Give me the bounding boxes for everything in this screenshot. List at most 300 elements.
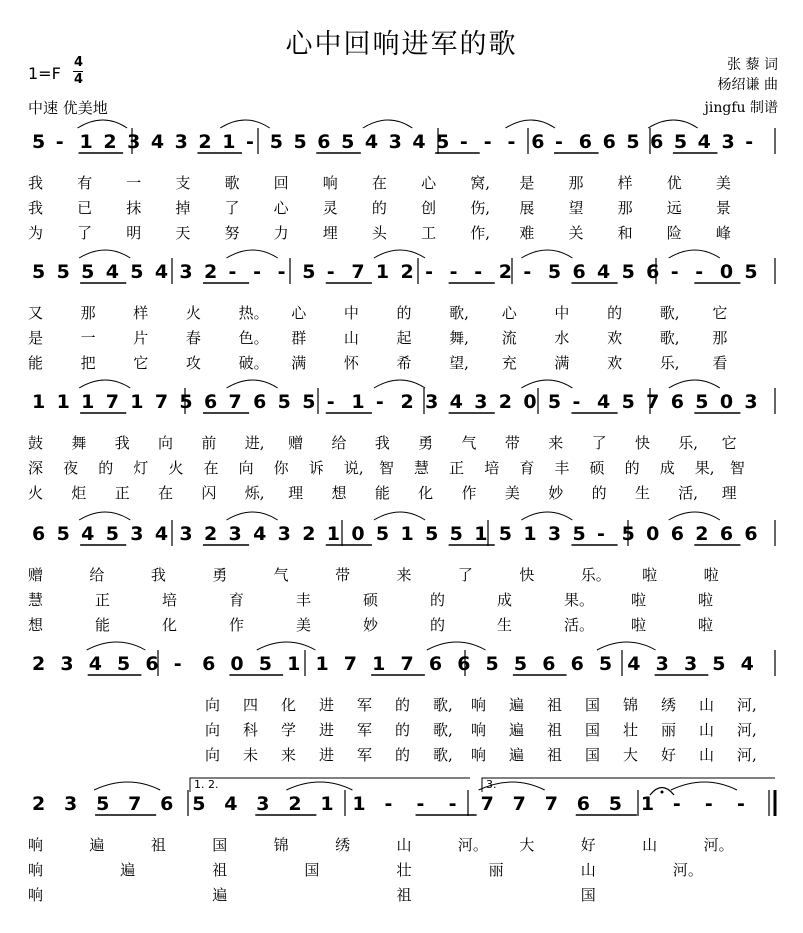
note-3-24: 5 (621, 523, 635, 545)
note-2-20: 0 (523, 391, 537, 413)
lyric-4-1-3: 进 (319, 721, 335, 739)
note-4-16: 5 (485, 653, 499, 675)
note-4-9: 1 (287, 653, 301, 675)
lyric-3-2-6: 的 (430, 616, 446, 634)
note-0-30: - (745, 131, 754, 153)
lyric-5-0-3: 国 (212, 836, 228, 854)
note-1-23: 4 (597, 261, 611, 283)
lyric-2-2-4: 闪 (201, 484, 217, 502)
slur-2-14 (374, 380, 425, 388)
note-3-6: 3 (179, 523, 193, 545)
note-4-14: 6 (428, 653, 443, 675)
note-5-7: 3 (256, 793, 270, 815)
lyric-4-1-9: 祖 (547, 721, 563, 739)
note-3-4: 3 (130, 523, 144, 545)
note-3-9: 4 (253, 523, 267, 545)
note-4-11: 7 (343, 653, 358, 675)
note-4-8: 5 (258, 653, 273, 675)
note-1-28: 0 (719, 261, 734, 283)
lyric-3-2-5: 妙 (363, 616, 379, 634)
note-5-21: - (704, 793, 713, 815)
note-2-28: 0 (719, 391, 734, 413)
lyric-2-1-4: 火 (168, 459, 184, 477)
note-4-10: 1 (315, 653, 329, 675)
lyric-1-2-10: 满 (554, 354, 570, 372)
note-4-21: 4 (627, 653, 641, 675)
lyric-0-2-7: 头 (371, 224, 387, 242)
note-2-25: 7 (646, 391, 660, 413)
lyric-4-1-8: 遍 (509, 721, 525, 739)
lyric-2-0-3: 向 (158, 434, 174, 452)
note-0-20: - (507, 131, 516, 153)
lyric-1-0-3: 火 (185, 304, 201, 322)
slur-3-14 (374, 512, 425, 520)
lyric-5-1-0: 响 (28, 861, 44, 879)
lyric-2-0-10: 气 (461, 434, 477, 452)
lyricist-credit: 张 藜 词 (727, 57, 778, 73)
slur-3-8 (227, 512, 278, 520)
note-1-26: - (670, 261, 679, 283)
lyric-4-0-1: 四 (243, 696, 259, 714)
lyric-0-0-2: 一 (126, 174, 142, 192)
lyric-4-1-0: 向 (205, 721, 221, 739)
key-signature: 1=F (28, 64, 61, 83)
note-3-8: 3 (228, 523, 242, 545)
lyric-1-2-9: 充 (501, 354, 517, 372)
lyric-3-0-2: 我 (150, 566, 166, 584)
slur-4-14 (427, 642, 486, 650)
lyric-1-2-5: 满 (291, 354, 307, 372)
lyric-4-2-2: 来 (281, 746, 297, 764)
lyric-0-2-10: 难 (519, 224, 535, 242)
lyric-4-1-7: 响 (471, 721, 487, 739)
time-bottom: 4 (74, 72, 84, 87)
lyric-2-1-10: 智 (378, 459, 394, 477)
lyric-2-1-5: 在 (203, 459, 219, 477)
note-1-13: 7 (351, 261, 365, 283)
lyric-4-1-12: 丽 (661, 721, 677, 739)
lyric-5-1-1: 遍 (120, 861, 136, 879)
note-4-5: - (173, 653, 182, 675)
note-4-17: 5 (513, 653, 528, 675)
note-0-24: 6 (602, 131, 616, 153)
note-4-2: 4 (88, 653, 102, 675)
lyric-3-1-6: 的 (430, 591, 446, 609)
note-1-14: 1 (375, 261, 390, 283)
lyric-5-1-5: 丽 (488, 861, 504, 879)
note-5-4: 6 (160, 793, 174, 815)
slur-4-2 (87, 642, 146, 650)
note-1-15: 2 (400, 261, 414, 283)
note-2-1: 1 (56, 391, 70, 413)
lyric-2-2-11: 美 (504, 484, 520, 502)
lyric-5-2-1: 遍 (212, 886, 228, 904)
note-5-13: - (448, 793, 457, 815)
lyric-0-0-0: 我 (28, 174, 44, 192)
lyric-3-2-8: 活。 (564, 616, 595, 634)
note-3-5: 4 (154, 523, 169, 545)
note-3-10: 3 (277, 523, 291, 545)
note-5-9: 1 (320, 793, 334, 815)
note-2-4: 1 (130, 391, 144, 413)
note-4-23: 3 (683, 653, 698, 675)
slur-1-8 (227, 250, 278, 258)
time-top: 4 (74, 55, 84, 70)
lyric-4-1-4: 军 (357, 721, 373, 739)
note-1-12: - (326, 261, 335, 283)
note-2-11: 5 (302, 391, 316, 413)
note-3-2: 4 (81, 523, 95, 545)
note-1-4: 5 (130, 261, 144, 283)
lyric-1-0-10: 中 (554, 304, 570, 322)
lyric-2-2-2: 正 (114, 484, 130, 502)
lyric-5-0-0: 响 (28, 836, 44, 854)
note-3-17: 5 (449, 523, 463, 545)
lyric-1-1-4: 色。 (238, 329, 269, 347)
note-3-20: 1 (523, 523, 537, 545)
lyric-1-1-6: 山 (343, 329, 359, 347)
lyric-1-0-9: 心 (501, 304, 517, 322)
note-0-26: 6 (650, 131, 664, 153)
note-1-19: 2 (498, 261, 513, 283)
lyric-2-2-5: 烁, (244, 484, 265, 502)
lyric-1-0-1: 那 (80, 304, 96, 322)
page-title: 心中回响进军的歌 (285, 29, 518, 60)
note-2-27: 5 (695, 391, 709, 413)
slur-2-8 (227, 380, 278, 388)
note-5-1: 3 (64, 793, 78, 815)
lyric-1-0-0: 又 (28, 304, 44, 322)
lyric-0-2-3: 天 (175, 224, 191, 242)
lyric-4-0-7: 响 (471, 696, 487, 714)
lyric-4-2-0: 向 (205, 746, 221, 764)
note-0-28: 4 (697, 131, 711, 153)
lyric-2-1-14: 育 (519, 459, 535, 477)
note-2-6: 5 (179, 391, 193, 413)
note-4-4: 6 (145, 653, 159, 675)
lyric-4-0-12: 绣 (661, 696, 677, 714)
note-5-10: 1 (352, 793, 366, 815)
lyric-0-1-9: 伤, (470, 199, 490, 217)
lyric-3-1-9: 啦 (631, 591, 647, 609)
lyric-1-0-5: 心 (291, 304, 307, 322)
volta-bracket-2 (482, 778, 775, 792)
lyric-0-1-13: 远 (666, 199, 682, 217)
note-5-12: - (416, 793, 425, 815)
note-3-21: 3 (547, 523, 562, 545)
lyric-2-2-15: 活, (678, 484, 699, 502)
lyric-2-2-0: 火 (28, 484, 44, 502)
lyric-2-1-17: 的 (624, 459, 640, 477)
lyric-1-1-10: 水 (554, 329, 570, 347)
lyric-4-0-11: 锦 (623, 696, 639, 714)
lyric-5-2-2: 祖 (396, 886, 412, 904)
lyric-3-1-5: 硕 (363, 591, 379, 609)
note-3-1: 5 (56, 523, 70, 545)
note-2-22: - (572, 391, 581, 413)
lyric-0-1-5: 心 (273, 199, 289, 217)
lyric-1-1-1: 一 (80, 329, 96, 347)
lyric-5-2-3: 国 (580, 886, 596, 904)
note-2-16: 3 (425, 391, 439, 413)
lyric-3-1-4: 丰 (296, 591, 312, 609)
lyric-0-2-14: 峰 (715, 224, 731, 242)
lyric-4-2-7: 响 (471, 746, 487, 764)
note-5-11: - (384, 793, 393, 815)
note-0-21: 6 (531, 131, 545, 153)
note-0-5: 4 (150, 131, 165, 153)
note-0-3: 2 (103, 131, 117, 153)
lyric-1-1-13: 那 (712, 329, 728, 347)
lyric-0-1-14: 景 (715, 199, 731, 217)
lyric-0-0-3: 支 (175, 174, 191, 192)
lyric-3-1-10: 啦 (698, 591, 714, 609)
lyric-3-2-3: 作 (229, 616, 245, 634)
lyric-3-0-6: 来 (396, 566, 412, 584)
note-1-27: - (695, 261, 704, 283)
lyric-4-2-1: 未 (243, 746, 259, 764)
note-0-27: 5 (673, 131, 688, 153)
note-3-26: 6 (670, 523, 684, 545)
lyric-1-2-4: 破。 (238, 354, 269, 372)
lyric-1-0-13: 它 (712, 304, 728, 322)
slur-0-20 (505, 120, 555, 128)
lyric-2-0-13: 了 (591, 434, 607, 452)
note-5-17: 6 (576, 793, 590, 815)
lyric-3-2-7: 生 (497, 616, 513, 634)
lyric-2-0-14: 快 (634, 434, 650, 452)
lyric-1-0-7: 的 (396, 304, 412, 322)
slur-2-26 (669, 380, 720, 388)
lyric-1-1-9: 流 (501, 329, 517, 347)
note-5-16: 7 (544, 793, 558, 815)
lyric-0-1-11: 望 (568, 199, 584, 217)
slur-4-20 (597, 642, 656, 650)
lyric-4-0-14: 河, (737, 696, 757, 714)
note-3-13: 0 (351, 523, 365, 545)
lyric-0-1-8: 创 (421, 199, 437, 217)
lyric-1-1-3: 春 (185, 329, 201, 347)
lyric-2-2-7: 想 (331, 484, 347, 502)
lyric-0-1-2: 抹 (126, 199, 142, 217)
note-5-3: 7 (128, 793, 142, 815)
lyric-3-0-5: 带 (335, 566, 351, 584)
lyric-0-0-13: 优 (666, 174, 682, 192)
lyric-2-1-7: 你 (273, 459, 289, 477)
lyric-2-0-16: 它 (721, 434, 737, 452)
note-1-20: - (523, 261, 532, 283)
lyric-5-0-10: 山 (642, 836, 658, 854)
lyric-1-1-2: 片 (133, 329, 149, 347)
note-5-0: 2 (32, 793, 46, 815)
lyric-2-2-6: 理 (288, 484, 304, 502)
lyric-0-1-1: 已 (77, 199, 93, 217)
slur-0-14 (363, 120, 413, 128)
lyric-3-2-0: 想 (28, 616, 44, 634)
note-1-8: - (228, 261, 237, 283)
note-3-11: 2 (302, 523, 316, 545)
lyric-2-0-1: 舞 (71, 434, 87, 452)
note-5-20: - (672, 793, 681, 815)
slur-1-2 (79, 250, 130, 258)
lyric-2-0-6: 赠 (288, 434, 304, 452)
lyric-5-1-2: 祖 (212, 861, 228, 879)
lyric-2-1-11: 慧 (414, 459, 430, 477)
tempo-marking: 中速 优美地 (28, 99, 108, 117)
lyric-1-0-6: 中 (343, 304, 359, 322)
note-2-13: 1 (351, 391, 365, 413)
note-2-26: 6 (670, 391, 684, 413)
note-0-8: 1 (222, 131, 236, 153)
note-5-15: 7 (512, 793, 526, 815)
lyric-5-0-2: 祖 (150, 836, 166, 854)
lyric-3-1-2: 培 (162, 591, 178, 609)
lyric-3-0-9: 乐。 (580, 566, 611, 584)
lyric-3-1-1: 正 (95, 591, 111, 609)
note-4-12: 1 (372, 653, 386, 675)
lyric-2-1-16: 硕 (589, 459, 605, 477)
lyric-5-0-6: 山 (396, 836, 412, 854)
lyric-2-2-8: 能 (374, 484, 390, 502)
note-5-19: 1 (640, 793, 655, 815)
note-0-23: 6 (578, 131, 593, 153)
note-0-14: 4 (364, 131, 379, 153)
lyric-3-2-1: 能 (95, 616, 111, 634)
lyric-4-0-5: 的 (395, 696, 411, 714)
note-0-11: 5 (293, 131, 307, 153)
slur-4-8 (257, 642, 316, 650)
lyric-3-2-10: 啦 (698, 616, 714, 634)
lyric-2-0-5: 进, (244, 434, 265, 452)
lyric-2-1-12: 正 (449, 459, 465, 477)
lyric-4-2-12: 好 (661, 746, 677, 764)
note-1-11: 5 (302, 261, 316, 283)
note-1-5: 4 (154, 261, 169, 283)
lyric-4-1-13: 山 (699, 721, 715, 739)
note-1-17: - (449, 261, 458, 283)
lyric-1-0-2: 样 (133, 304, 149, 322)
note-2-14: - (375, 391, 384, 413)
fermata-dot (661, 791, 664, 794)
lyric-2-1-6: 向 (238, 459, 254, 477)
note-3-25: 0 (646, 523, 660, 545)
lyric-4-1-1: 科 (243, 721, 259, 739)
lyric-2-2-3: 在 (158, 484, 174, 502)
lyric-3-0-8: 快 (519, 566, 535, 584)
transcriber-credit: jingfu 制谱 (704, 100, 778, 116)
lyric-5-2-0: 响 (28, 886, 44, 904)
note-3-18: 1 (474, 523, 488, 545)
slur-2-20 (521, 380, 572, 388)
lyric-2-1-13: 培 (484, 459, 500, 477)
lyric-2-0-15: 乐, (678, 434, 699, 452)
note-0-19: - (483, 131, 492, 153)
lyric-4-0-9: 祖 (547, 696, 563, 714)
lyric-2-2-12: 妙 (548, 484, 564, 502)
note-2-9: 6 (253, 391, 267, 413)
lyric-2-0-7: 给 (331, 434, 347, 452)
lyric-2-1-3: 灯 (133, 459, 149, 477)
slur-5-8 (286, 782, 352, 790)
note-4-24: 5 (712, 653, 726, 675)
note-0-15: 3 (388, 131, 402, 153)
note-4-19: 6 (570, 653, 584, 675)
lyric-4-1-2: 学 (281, 721, 297, 739)
lyric-3-2-9: 啦 (631, 616, 647, 634)
note-5-5: 5 (192, 793, 206, 815)
lyric-3-0-10: 啦 (642, 566, 658, 584)
lyric-4-2-14: 河, (737, 746, 757, 764)
lyric-2-2-14: 生 (634, 484, 650, 502)
lyric-5-0-11: 河。 (703, 836, 734, 854)
lyric-5-0-9: 好 (580, 836, 596, 854)
lyric-5-1-3: 国 (304, 861, 320, 879)
lyric-2-1-2: 的 (98, 459, 114, 477)
lyric-4-0-13: 山 (699, 696, 715, 714)
lyric-2-0-0: 鼓 (28, 434, 44, 452)
note-2-17: 4 (449, 391, 463, 413)
lyric-1-2-6: 怀 (343, 354, 359, 372)
lyric-1-1-8: 舞, (449, 329, 469, 347)
lyric-0-2-2: 明 (126, 224, 142, 242)
lyric-2-0-8: 我 (374, 434, 390, 452)
note-0-0: 5 (32, 131, 46, 153)
note-3-7: 2 (203, 523, 218, 545)
note-5-14: 7 (480, 793, 494, 815)
lyric-0-2-4: 努 (224, 224, 240, 242)
lyric-0-2-9: 作, (470, 224, 490, 242)
note-4-13: 7 (400, 653, 414, 675)
lyric-2-2-16: 理 (721, 484, 737, 502)
lyric-4-1-11: 壮 (623, 721, 639, 739)
note-0-1: - (55, 131, 64, 153)
note-0-16: 4 (412, 131, 426, 153)
lyric-3-1-7: 成 (497, 591, 513, 609)
note-5-22: - (736, 793, 745, 815)
lyric-3-0-1: 给 (89, 566, 105, 584)
lyric-4-0-6: 歌, (433, 696, 453, 714)
lyric-3-1-3: 育 (229, 591, 245, 609)
volta-label-2: 3. (486, 778, 497, 791)
lyric-2-1-1: 夜 (63, 459, 79, 477)
note-4-0: 2 (32, 653, 46, 675)
note-1-18: - (474, 261, 483, 283)
lyric-1-2-13: 看 (712, 354, 728, 372)
lyric-4-2-3: 进 (319, 746, 335, 764)
lyric-5-1-7: 河。 (672, 861, 703, 879)
lyric-0-0-10: 是 (519, 174, 535, 192)
note-2-10: 5 (277, 391, 291, 413)
note-2-12: - (326, 391, 335, 413)
note-3-3: 5 (105, 523, 119, 545)
lyric-4-2-11: 大 (623, 746, 639, 764)
slur-3-26 (669, 512, 720, 520)
note-0-9: - (245, 131, 254, 153)
note-1-24: 5 (621, 261, 635, 283)
slur-1-26 (669, 250, 720, 258)
lyric-4-0-10: 国 (585, 696, 601, 714)
note-4-3: 5 (117, 653, 131, 675)
lyric-0-2-12: 和 (617, 224, 633, 242)
lyric-2-2-10: 作 (461, 484, 477, 502)
lyric-0-2-5: 力 (273, 224, 289, 242)
lyric-1-2-8: 望, (449, 354, 469, 372)
lyric-4-2-4: 军 (357, 746, 373, 764)
slur-0-26 (648, 120, 698, 128)
note-0-18: - (459, 131, 468, 153)
lyric-2-0-11: 带 (504, 434, 520, 452)
lyric-0-1-0: 我 (28, 199, 44, 217)
